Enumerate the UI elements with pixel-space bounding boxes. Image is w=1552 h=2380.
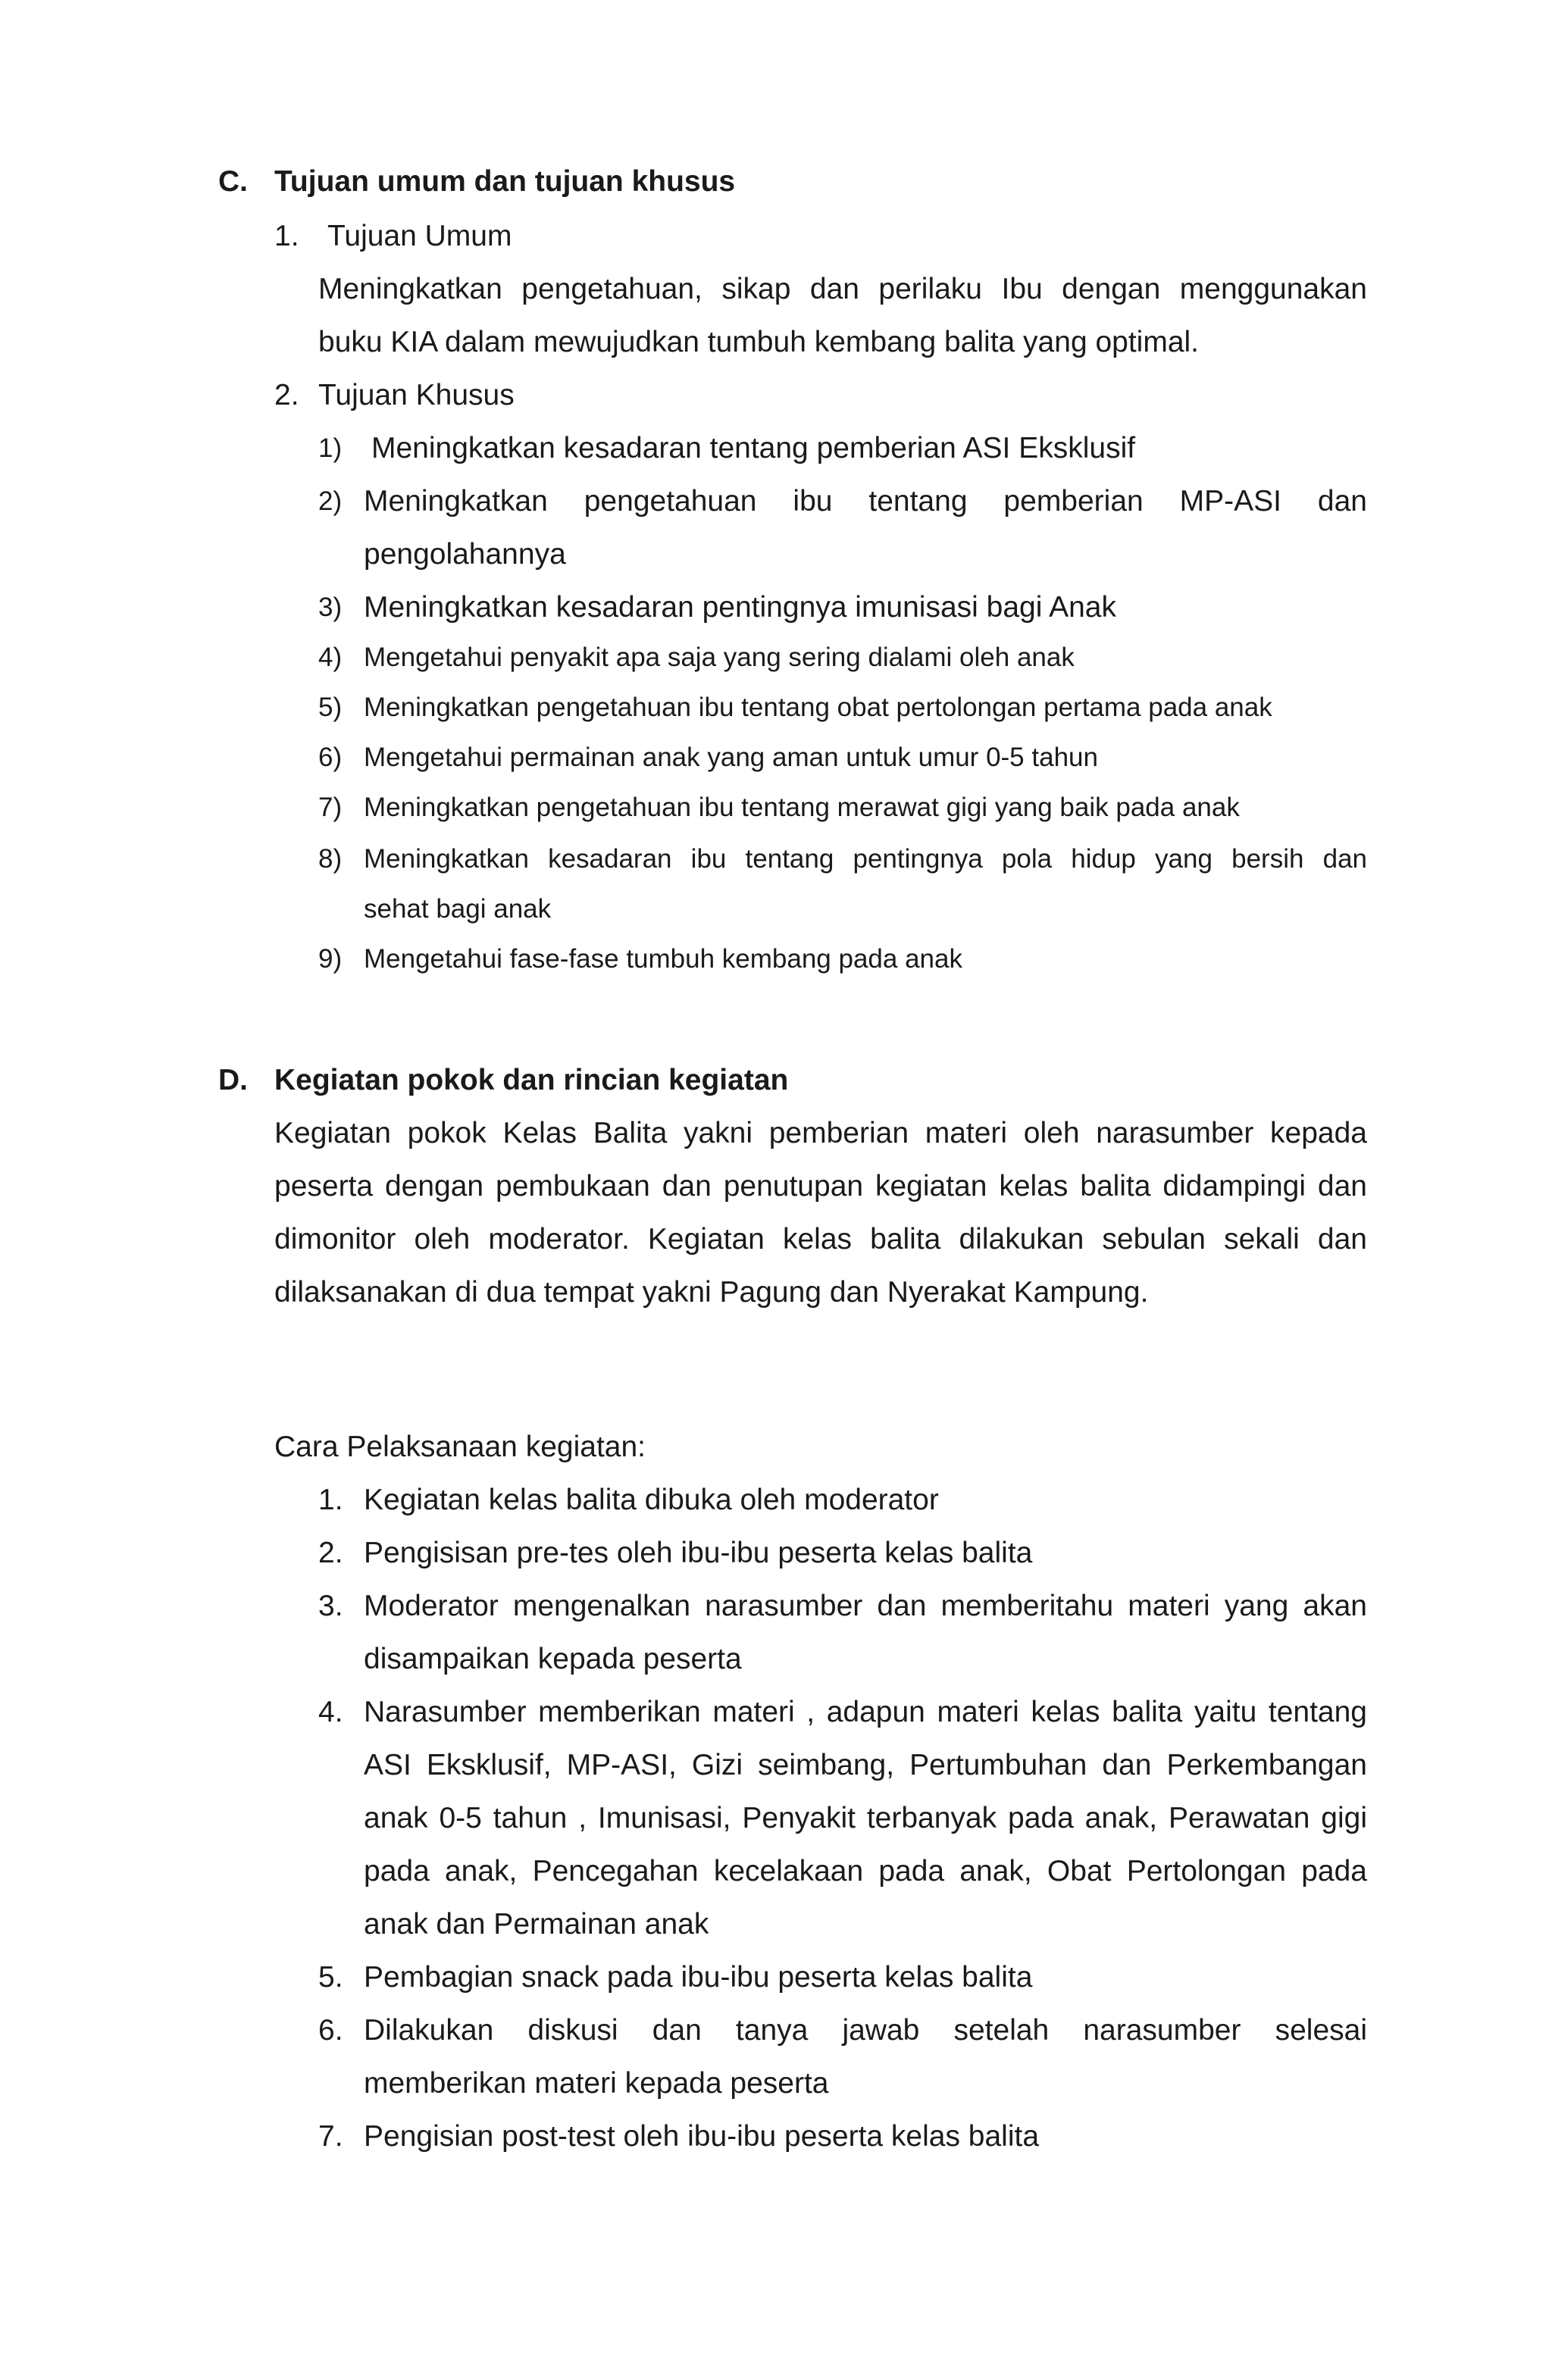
step-number: 1. xyxy=(318,1484,343,1516)
step-number: 4. xyxy=(318,1696,343,1728)
step-line: pada anak, Pencegahan kecelakaan pada anak, Obat Pertolongan pada xyxy=(364,1855,1367,1887)
step-number: 6. xyxy=(318,2014,343,2047)
tujuan-umum-body-line: buku KIA dalam mewujudkan tumbuh kembang balita yang optimal. xyxy=(318,326,1200,358)
step-line: Kegiatan kelas balita dibuka oleh moderator xyxy=(364,1484,939,1516)
section-d-letter: D. xyxy=(218,1064,248,1096)
list-item-number: 2) xyxy=(318,486,343,516)
list-item: Mengetahui fase-fase tumbuh kembang pada anak xyxy=(364,944,962,974)
list-item-number: 6) xyxy=(318,743,343,772)
step-line: Dilakukan diskusi dan tanya jawab setelah narasumber selesai xyxy=(364,2014,1367,2047)
step-line: ASI Eksklusif, MP-ASI, Gizi seimbang, Pertumbuhan dan Perkembangan xyxy=(364,1749,1367,1781)
tujuan-umum-number: 1. xyxy=(274,220,299,252)
step-number: 5. xyxy=(318,1961,343,1994)
paragraph-line: dilaksanakan di dua tempat yakni Pagung dan Nyerakat Kampung. xyxy=(274,1276,1149,1309)
step-number: 3. xyxy=(318,1590,343,1622)
step-line: disampaikan kepada peserta xyxy=(364,1643,742,1675)
list-item: Meningkatkan pengetahuan ibu tentang pemberian MP-ASI dan xyxy=(364,485,1367,518)
step-number: 2. xyxy=(318,1537,343,1569)
step-line: Pengisisan pre-tes oleh ibu-ibu peserta kelas balita xyxy=(364,1537,1033,1569)
list-item-number: 8) xyxy=(318,844,343,874)
section-c-letter: C. xyxy=(218,165,248,198)
list-item: Meningkatkan kesadaran tentang pemberian ASI Eksklusif xyxy=(371,432,1136,464)
paragraph-line: peserta dengan pembukaan dan penutupan kegiatan kelas balita didampingi dan xyxy=(274,1170,1367,1203)
list-item: Meningkatkan kesadaran pentingnya imunisasi bagi Anak xyxy=(364,591,1116,624)
list-item-number: 3) xyxy=(318,593,343,622)
tujuan-khusus-number: 2. xyxy=(274,379,299,411)
paragraph-line: Kegiatan pokok Kelas Balita yakni pemberian materi oleh narasumber kepada xyxy=(274,1117,1367,1149)
section-d-heading: Kegiatan pokok dan rincian kegiatan xyxy=(274,1064,789,1096)
step-line: memberikan materi kepada peserta xyxy=(364,2067,829,2100)
step-line: Moderator mengenalkan narasumber dan memberitahu materi yang akan xyxy=(364,1590,1367,1622)
list-item-number: 9) xyxy=(318,944,343,974)
list-item: Mengetahui penyakit apa saja yang sering dialami oleh anak xyxy=(364,643,1075,672)
step-line: Narasumber memberikan materi , adapun materi kelas balita yaitu tentang xyxy=(364,1696,1367,1728)
list-item-number: 5) xyxy=(318,693,343,722)
list-item-continuation: pengolahannya xyxy=(364,538,566,571)
tujuan-khusus-title: Tujuan Khusus xyxy=(318,379,515,411)
step-line: Pengisian post-test oleh ibu-ibu peserta kelas balita xyxy=(364,2120,1040,2153)
list-item: Mengetahui permainan anak yang aman untuk umur 0-5 tahun xyxy=(364,743,1098,772)
step-line: anak dan Permainan anak xyxy=(364,1908,709,1941)
list-item: Meningkatkan pengetahuan ibu tentang obat pertolongan pertama pada anak xyxy=(364,693,1272,722)
tujuan-umum-title: Tujuan Umum xyxy=(327,220,512,252)
section-c-heading: Tujuan umum dan tujuan khusus xyxy=(274,165,736,198)
step-line: Pembagian snack pada ibu-ibu peserta kelas balita xyxy=(364,1961,1033,1994)
cara-pelaksanaan-title: Cara Pelaksanaan kegiatan: xyxy=(274,1431,646,1463)
list-item: Meningkatkan pengetahuan ibu tentang merawat gigi yang baik pada anak xyxy=(364,793,1240,822)
paragraph-line: dimonitor oleh moderator. Kegiatan kelas balita dilakukan sebulan sekali dan xyxy=(274,1223,1367,1256)
step-number: 7. xyxy=(318,2120,343,2153)
tujuan-umum-body-line: Meningkatkan pengetahuan, sikap dan perilaku Ibu dengan menggunakan xyxy=(318,273,1367,305)
step-line: anak 0-5 tahun , Imunisasi, Penyakit terbanyak pada anak, Perawatan gigi xyxy=(364,1802,1367,1834)
list-item-number: 7) xyxy=(318,793,343,822)
list-item: Meningkatkan kesadaran ibu tentang pentingnya pola hidup yang bersih dan xyxy=(364,844,1367,874)
list-item-number: 1) xyxy=(318,433,343,463)
list-item-number: 4) xyxy=(318,643,343,672)
list-item-continuation: sehat bagi anak xyxy=(364,894,552,924)
